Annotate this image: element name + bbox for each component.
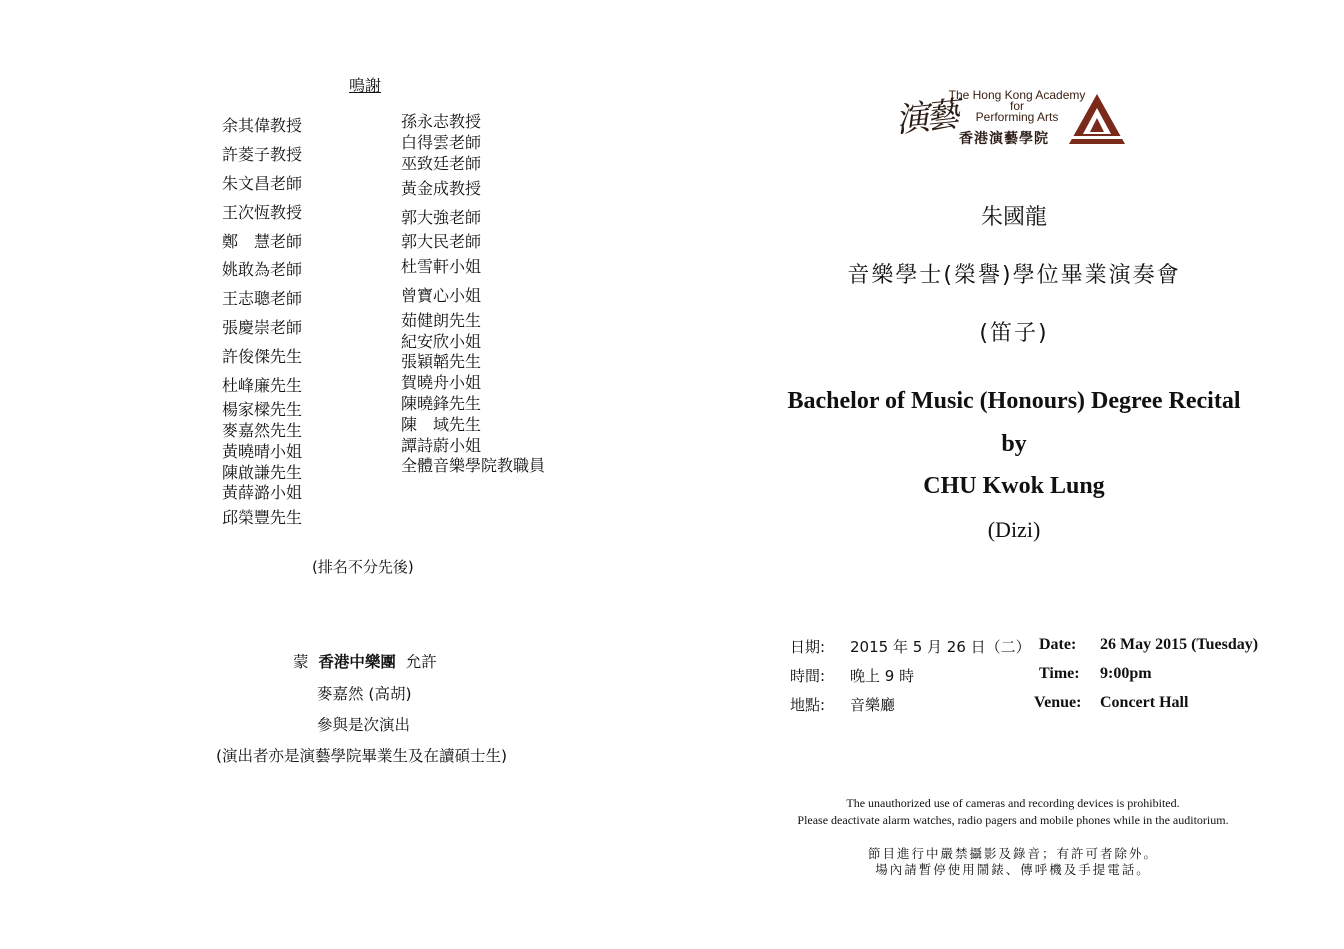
venue-label-zh: 地點:	[790, 696, 826, 714]
logo-english-line: The Hong Kong Academy	[948, 88, 1086, 102]
venue-zh: 音樂廳	[850, 696, 896, 714]
ranking-note: (排名不分先後)	[312, 558, 414, 576]
ack-name-right: 曾寶心小姐	[401, 286, 482, 305]
recital-title-en: Bachelor of Music (Honours) Degree Recital	[787, 388, 1241, 414]
date-en: 26 May 2015 (Tuesday)	[1100, 636, 1259, 653]
time-en: 9:00pm	[1100, 665, 1152, 682]
hkapa-logo	[895, 88, 1135, 152]
ack-name-left: 杜峰廉先生	[222, 376, 303, 395]
credit-participation: 參與是次演出	[317, 716, 411, 734]
ack-name-right: 張穎韜先生	[401, 352, 482, 371]
credit-note: (演出者亦是演藝學院畢業生及在讀碩士生)	[216, 747, 508, 765]
credit-line-org	[293, 650, 437, 672]
time-label-en: Time:	[1039, 665, 1080, 682]
ack-name-right: 巫致廷老師	[401, 154, 482, 173]
ack-name-right: 陳 域先生	[401, 415, 482, 434]
ack-name-right: 孫永志教授	[401, 112, 482, 131]
performer-name-zh: 朱國龍	[980, 205, 1047, 230]
ack-name-left: 陳啟謙先生	[222, 463, 303, 482]
logo-english-line: for	[1009, 99, 1024, 113]
credit-suffix: 允許	[405, 653, 437, 671]
ack-name-left: 鄭 慧老師	[222, 232, 303, 251]
venue-en: Concert Hall	[1100, 694, 1189, 711]
ack-name-left: 楊家樑先生	[222, 400, 303, 419]
ack-name-right: 譚詩蔚小姐	[401, 436, 482, 455]
ack-name-right: 杜雪軒小姐	[401, 257, 482, 276]
notice-en-devices: Please deactivate alarm watches, radio pagers and mobile phones while in the auditorium.	[797, 813, 1229, 827]
ack-name-left: 張慶崇老師	[222, 318, 303, 337]
ack-name-left: 許菱子教授	[222, 145, 303, 164]
logo-triangle-icon	[1067, 92, 1127, 146]
ack-name-left: 黃薛潞小姐	[222, 483, 303, 502]
ack-name-left: 王次恆教授	[222, 203, 303, 222]
acknowledgements-title: 鳴謝	[349, 76, 382, 95]
recital-title-zh: 音樂學士(榮譽)學位畢業演奏會	[847, 263, 1181, 288]
credit-performer: 麥嘉然 (高胡)	[317, 685, 412, 703]
ack-name-right: 郭大民老師	[401, 232, 482, 251]
notice-zh-devices: 場內請暫停使用鬧錶、傳呼機及手提電話。	[875, 862, 1151, 877]
ack-name-left: 余其偉教授	[222, 116, 303, 135]
credit-org: 香港中樂團	[318, 653, 396, 671]
ack-name-right: 郭大強老師	[401, 208, 482, 227]
logo-english-line: Performing Arts	[975, 110, 1059, 124]
venue-label-en: Venue:	[1034, 694, 1082, 711]
ack-name-left: 許俊傑先生	[222, 347, 303, 366]
date-zh: 2015 年 5 月 26 日（二）	[850, 638, 1031, 656]
time-label-zh: 時間:	[790, 667, 826, 685]
ack-name-right: 紀安欣小姐	[401, 332, 482, 351]
notice-zh-cameras: 節目進行中嚴禁攝影及錄音；有許可者除外。	[867, 846, 1158, 861]
logo-english-name	[947, 90, 1087, 123]
notice-en-cameras: The unauthorized use of cameras and recording devices is prohibited.	[846, 796, 1180, 810]
ack-name-left: 姚敢為老師	[222, 260, 303, 279]
instrument-zh: (笛子)	[979, 321, 1049, 346]
ack-name-left: 黃曉晴小姐	[222, 442, 303, 461]
ack-name-right: 全體音樂學院教職員	[401, 456, 546, 475]
ack-name-right: 賀曉舟小姐	[401, 373, 482, 392]
credit-prefix: 蒙	[293, 653, 309, 671]
performer-name-en: CHU Kwok Lung	[923, 473, 1105, 499]
ack-name-left: 王志聰老師	[222, 289, 303, 308]
ack-name-right: 白得雲老師	[401, 133, 482, 152]
time-zh: 晚上 9 時	[850, 667, 915, 685]
ack-name-left: 邱榮豐先生	[222, 508, 303, 527]
ack-name-left: 朱文昌老師	[222, 174, 303, 193]
by-label: by	[1001, 431, 1027, 457]
ack-name-right: 陳曉鋒先生	[401, 394, 482, 413]
ack-name-left: 麥嘉然先生	[222, 421, 303, 440]
ack-name-right: 黃金成教授	[401, 179, 482, 198]
date-label-en: Date:	[1039, 636, 1077, 653]
date-label-zh: 日期:	[790, 638, 826, 656]
instrument-en: (Dizi)	[987, 517, 1041, 542]
logo-chinese-name: 香港演藝學院	[959, 131, 1049, 147]
ack-name-right: 茹健朗先生	[401, 311, 482, 330]
logo-calligraphy: 演藝	[893, 94, 958, 142]
